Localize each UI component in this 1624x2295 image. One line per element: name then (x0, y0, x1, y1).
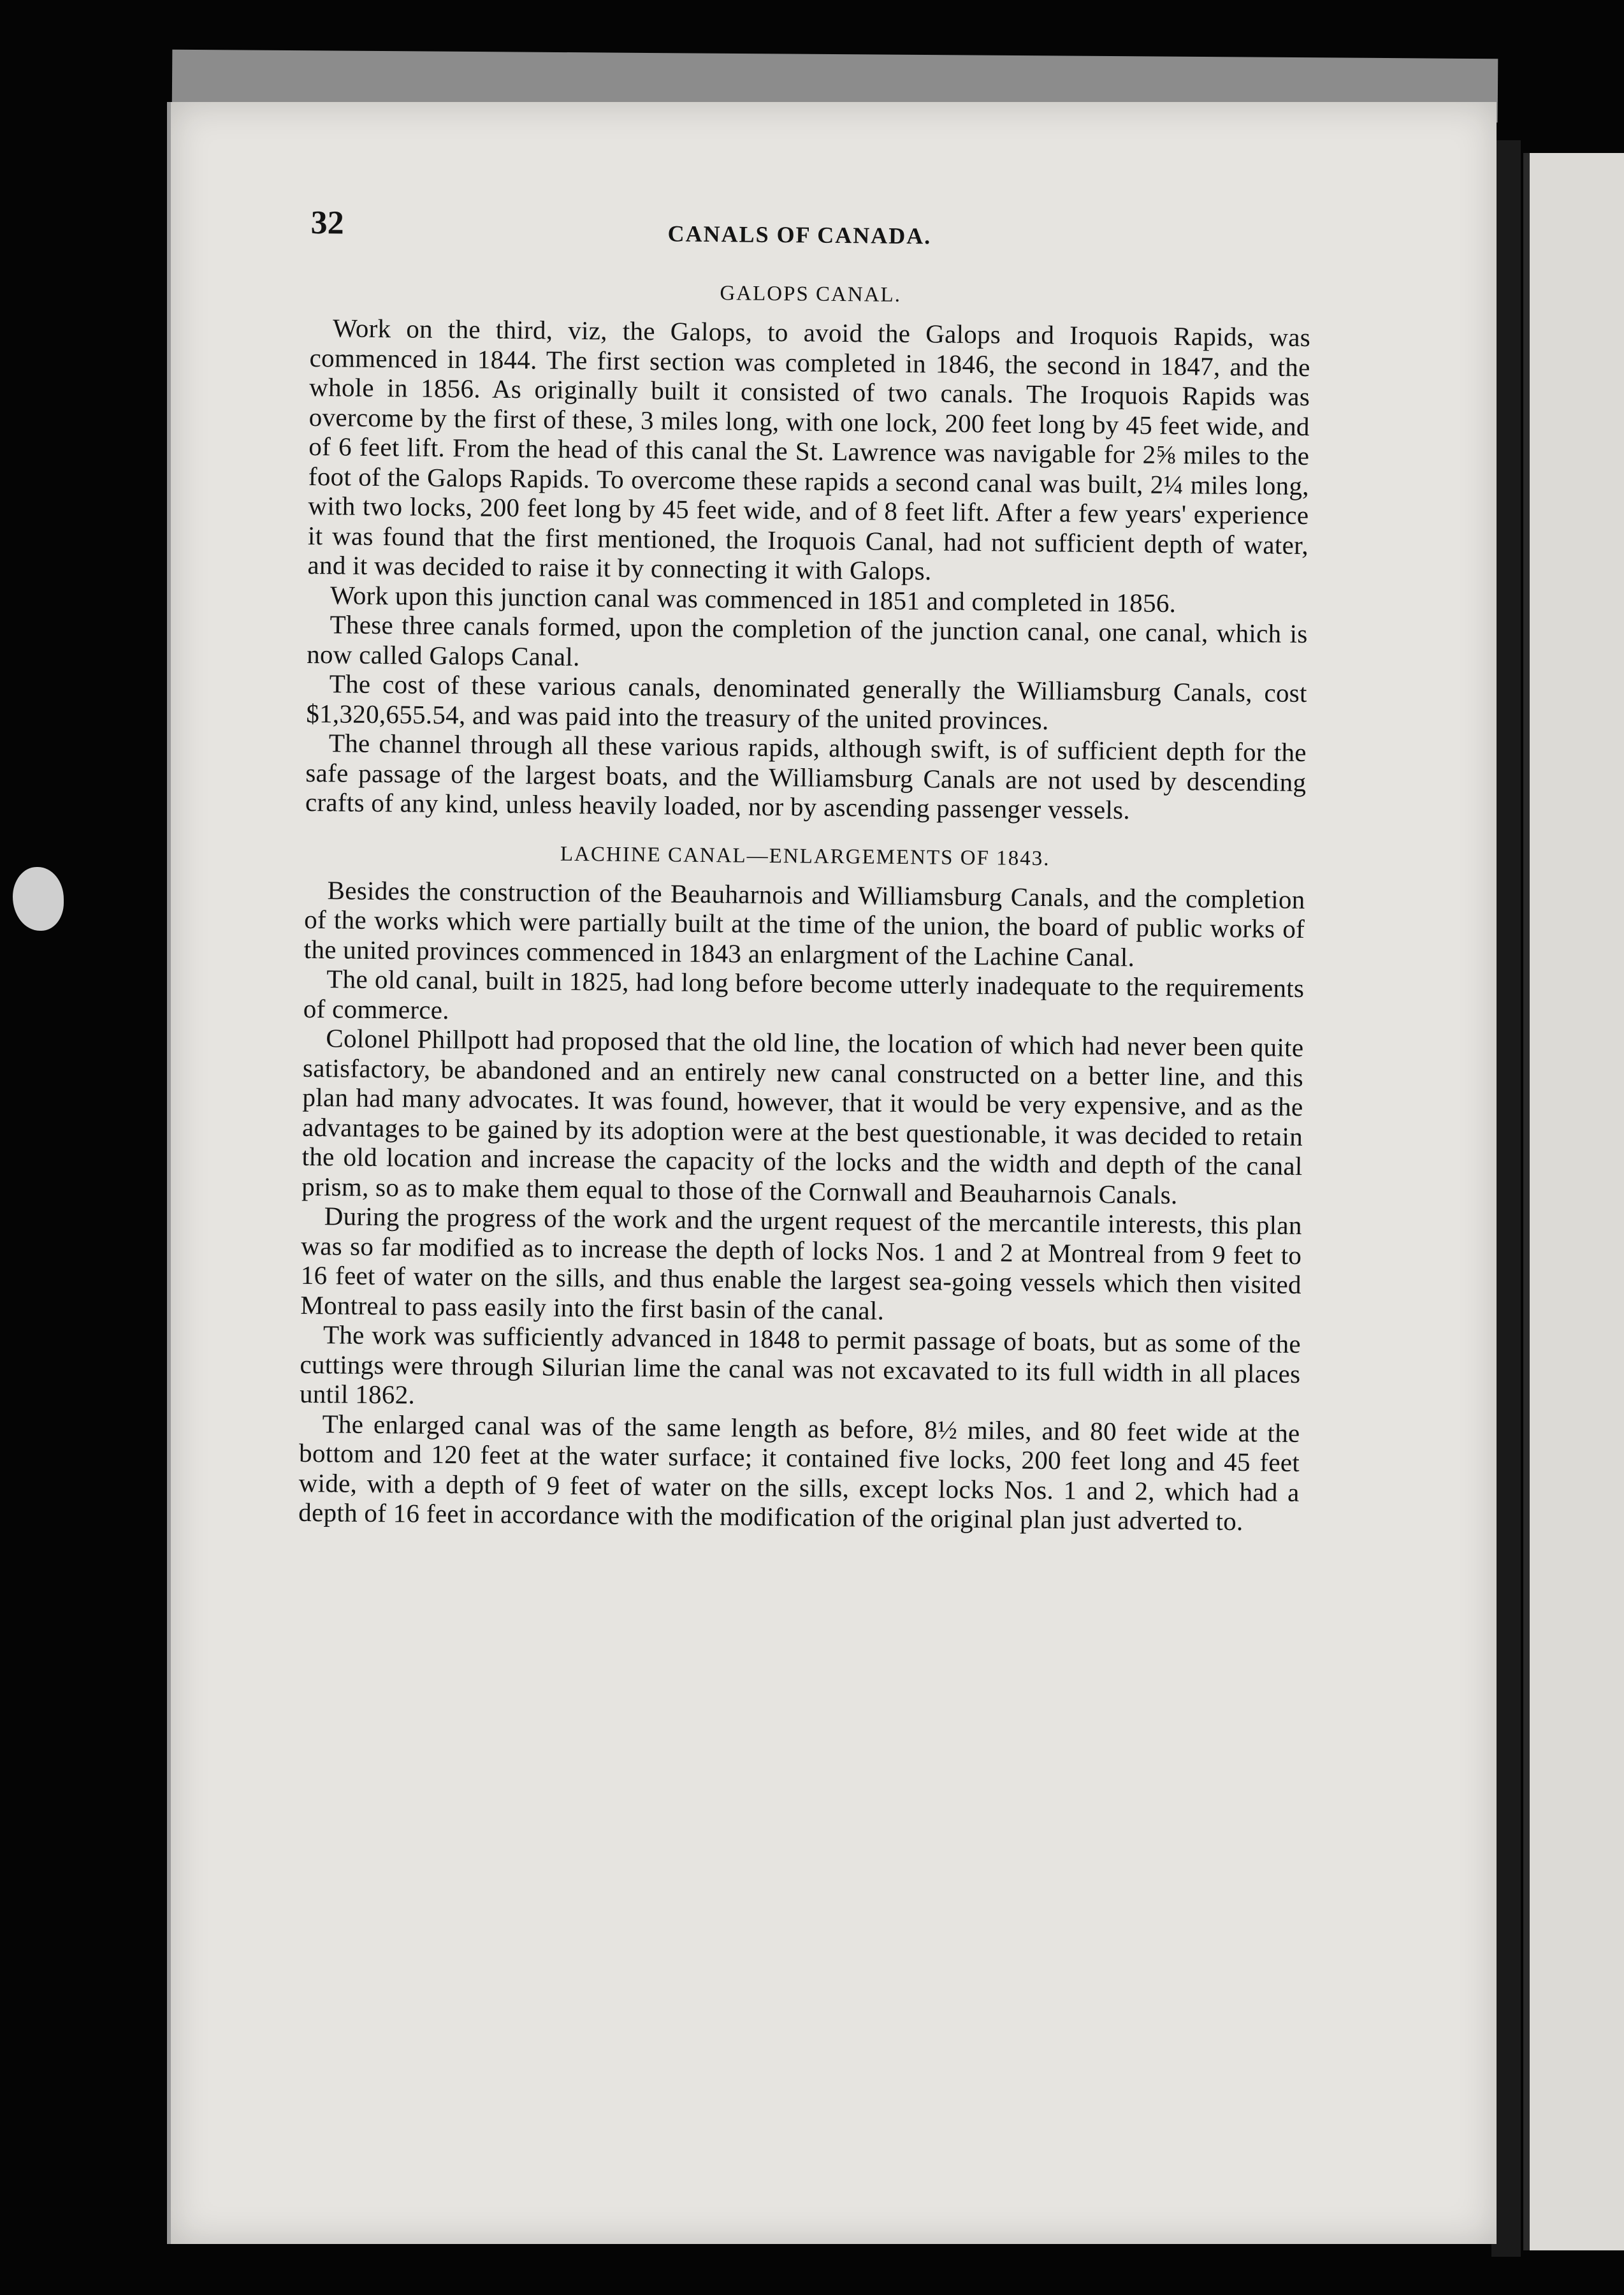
paragraph: The work was sufficiently advanced in 1848 to permit passage of boats, but as some of the cuttings were through Silurian lime the canal was not excavated to its full width in all places until 1862. (299, 1320, 1301, 1410)
section-heading: LACHINE CANAL—ENLARGEMENTS OF 1843. (560, 842, 1050, 870)
section-heading: GALOPS CANAL. (720, 282, 902, 307)
paragraph: Besides the construction of the Beauharnois and Williamsburg Canals, and the completion of the works which were partially built at the time of the union, the board of public works of the united provinces commenced in 1843 an enlargment of the Lachine Canal. (303, 875, 1305, 972)
paragraph: Colonel Phillpott had proposed that the old line, the location of which had never been quite satisfactory, be abandoned and an entirely new canal constructed on a better line, and this plan had many advocates. It was found, however, that it would be very expensive, and as the advantages to be gained by its adoption were at the best questionable, it was decided to retain the old location and increase the capacity of the locks and the width and depth of the canal prism, so as to make them equal to those of the Cornwall and Beauharnois Canals. (301, 1023, 1304, 1209)
paragraph: The old canal, built in 1825, had long before become utterly inadequate to the requirements of commerce. (303, 964, 1305, 1024)
paragraph: During the progress of the work and the urgent request of the mercantile interests, this plan was so far modified as to increase the depth of locks Nos. 1 and 2 at Montreal from 9 feet to 16 feet of water on the sills, and thus enable the largest sea-going vessels which then visited Montreal to pass easily into the first basin of the canal. (300, 1201, 1302, 1325)
section-lachine-canal (298, 840, 1305, 1536)
paragraph: These three canals formed, upon the completion of the junction canal, one canal, which is now called Galops Canal. (307, 609, 1308, 671)
page-number: 32 (310, 204, 344, 242)
paragraph: Work on the third, viz, the Galops, to avoid the Galops and Iroquois Rapids, was commenced in 1844. The first section was completed in 1846, the second in 1847, and the whole in 1856. As originally built it consisted of two canals. The Iroquois Rapids was overcome by the first of these, 3 miles long, with one lock, 200 feet long by 45 feet wide, and of 6 feet lift. From the head of this canal the St. Lawrence was navigable for 2⅝ miles to the foot of the Galops Rapids. To overcome these rapids a second canal was built, 2¼ miles long, with two locks, 200 feet long by 45 feet wide, and of 8 feet lift. After a few years' experience it was found that the first mentioned, the Iroquois Canal, had not sufficient depth of water, and it was decided to raise it by connecting it with Galops. (307, 313, 1311, 586)
paragraph: Work upon this junction canal was commenced in 1851 and completed in 1856. (330, 579, 1177, 618)
paragraph: The cost of these various canals, denominated generally the Williamsburg Canals, cost $1,320,655.54, and was paid into the treasury of the united provinces. (306, 669, 1307, 735)
paragraph: The channel through all these various rapids, although swift, is of sufficient depth for the safe passage of the largest boats, and the Williamsburg Canals are not used by descending crafts of any kind, unless heavily loaded, nor by ascending passenger vessels. (305, 728, 1307, 825)
adjacent-page-edge (1523, 153, 1624, 2250)
running-title: CANALS OF CANADA. (667, 221, 932, 249)
section-galops-canal (305, 278, 1311, 827)
paragraph: The enlarged canal was of the same length as before, 8½ miles, and 80 feet wide at the bottom and 120 feet at the water surface; it contained five locks, 200 feet long and 45 feet wide, with a depth of 9 feet of water on the sills, except locks Nos. 1 and 2, which had a depth of 16 feet in accordance with the modification of the original plan just adverted to. (298, 1408, 1300, 1536)
running-head (310, 204, 1312, 265)
page-content (298, 204, 1312, 1536)
